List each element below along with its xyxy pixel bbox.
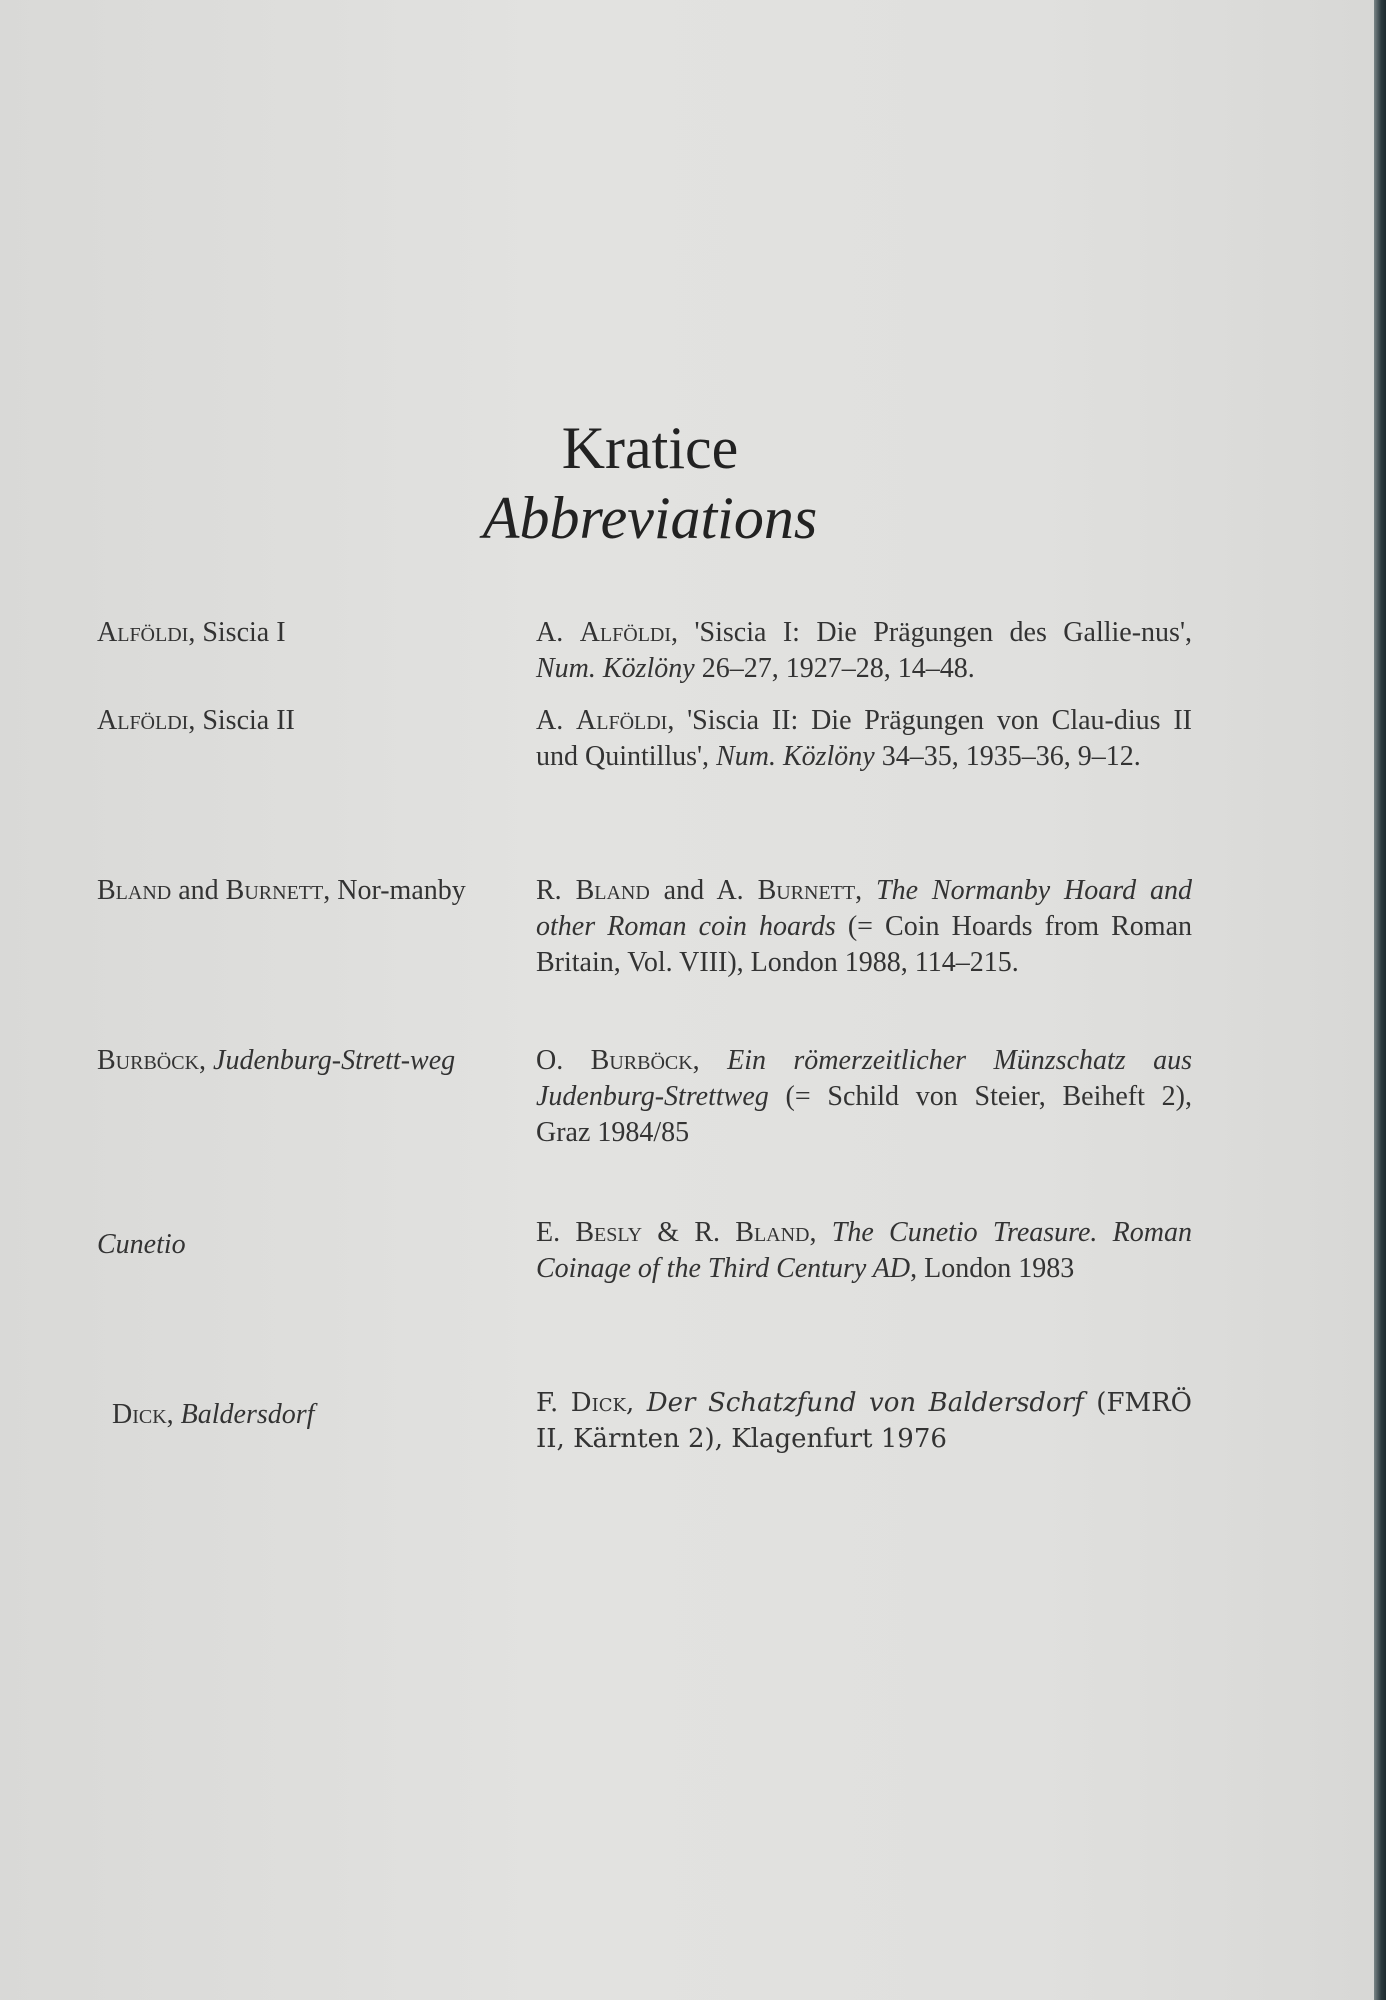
ref-title: Der Schatzfund von Baldersdorf [646, 1388, 1084, 1418]
ref-details: (= Coin Hoards from Roman Britain, Vol. VIII), London 1988, 114–215. [536, 911, 1193, 978]
abbr-connector: and [171, 875, 226, 906]
ref-author: Alföldi [579, 617, 672, 648]
ref-title: , 'Siscia I: Die Prägungen des Gallie-nus', [671, 617, 1192, 648]
abbreviation-term [97, 1043, 497, 1079]
abbreviation-term [97, 703, 497, 739]
abbreviation-term [97, 873, 497, 909]
abbr-rest: , Nor-manby [323, 875, 466, 906]
ref-details: , London 1983 [910, 1253, 1075, 1284]
ref-separator: , [809, 1217, 832, 1248]
abbr-title: Cunetio [97, 1229, 186, 1260]
ref-separator: , [855, 875, 877, 906]
reference-text [536, 1385, 1192, 1457]
reference-text [536, 873, 1192, 981]
abbreviation-term [97, 615, 497, 651]
ref-title: The Cunetio Treasure. Roman Coinage of the Third Century AD [536, 1217, 1193, 1284]
ref-details: 26–27, 1927–28, 14–48. [694, 653, 975, 684]
abbr-title: Baldersdorf [180, 1399, 315, 1430]
ref-title: The Normanby Hoard and other Roman coin hoards [536, 875, 1192, 942]
ref-initial: O. [536, 1045, 591, 1076]
ref-journal: Num. Közlöny [716, 741, 875, 772]
ref-author-1: Bland [575, 875, 650, 906]
reference-text [536, 1043, 1192, 1151]
ref-connector: & R. [642, 1217, 736, 1248]
abbr-author: Alföldi [97, 705, 189, 736]
ref-journal: Num. Közlöny [536, 653, 695, 684]
reference-text [536, 703, 1192, 775]
ref-separator: , [625, 1388, 647, 1418]
ref-author-1: Besly [575, 1217, 643, 1248]
book-spine-edge [1374, 0, 1386, 2000]
reference-text [536, 1215, 1192, 1287]
ref-initial: E. [536, 1217, 576, 1248]
page-subtitle: Abbreviations [482, 485, 818, 551]
abbr-author-1: Bland [97, 875, 172, 906]
ref-author: Burböck [590, 1045, 693, 1076]
ref-initial: A. [536, 705, 577, 736]
abbr-author: Alföldi [97, 617, 189, 648]
abbr-author: Burböck [97, 1045, 200, 1076]
ref-initial: A. [536, 617, 580, 648]
ref-details: 34–35, 1935–36, 9–12. [874, 741, 1141, 772]
ref-separator: , [692, 1045, 728, 1076]
abbr-separator: , [199, 1045, 214, 1076]
abbr-rest: , Siscia II [188, 705, 295, 736]
ref-author: Alföldi [576, 705, 668, 736]
abbr-author-2: Burnett [225, 875, 324, 906]
ref-details: (FMRÖ II, Kärnten 2), Klagenfurt 1976 [536, 1388, 1193, 1454]
ref-initial: F. [536, 1388, 571, 1418]
abbr-separator: , [166, 1399, 181, 1430]
page-title: Kratice [561, 415, 739, 481]
reference-text [536, 615, 1192, 687]
abbr-rest: , Siscia I [188, 617, 286, 648]
ref-title: , 'Siscia II: Die Prägungen von Clau-dius II und Quintillus', [536, 705, 1192, 772]
abbr-title: Judenburg-Strett-weg [213, 1045, 456, 1076]
ref-author: Dick [570, 1388, 626, 1418]
ref-author-2: Burnett [757, 875, 856, 906]
abbreviation-term [97, 1227, 497, 1263]
abbr-author: Dick [112, 1399, 167, 1430]
ref-title: Ein römerzeitlicher Münzschatz aus Judenburg-Strettweg [536, 1045, 1192, 1112]
ref-details: (= Schild von Steier, Beiheft 2), Graz 1984/85 [536, 1081, 1192, 1148]
ref-initial: R. [536, 875, 576, 906]
ref-author-2: Bland [735, 1217, 810, 1248]
abbreviation-term [112, 1397, 512, 1433]
ref-connector: and A. [649, 875, 758, 906]
